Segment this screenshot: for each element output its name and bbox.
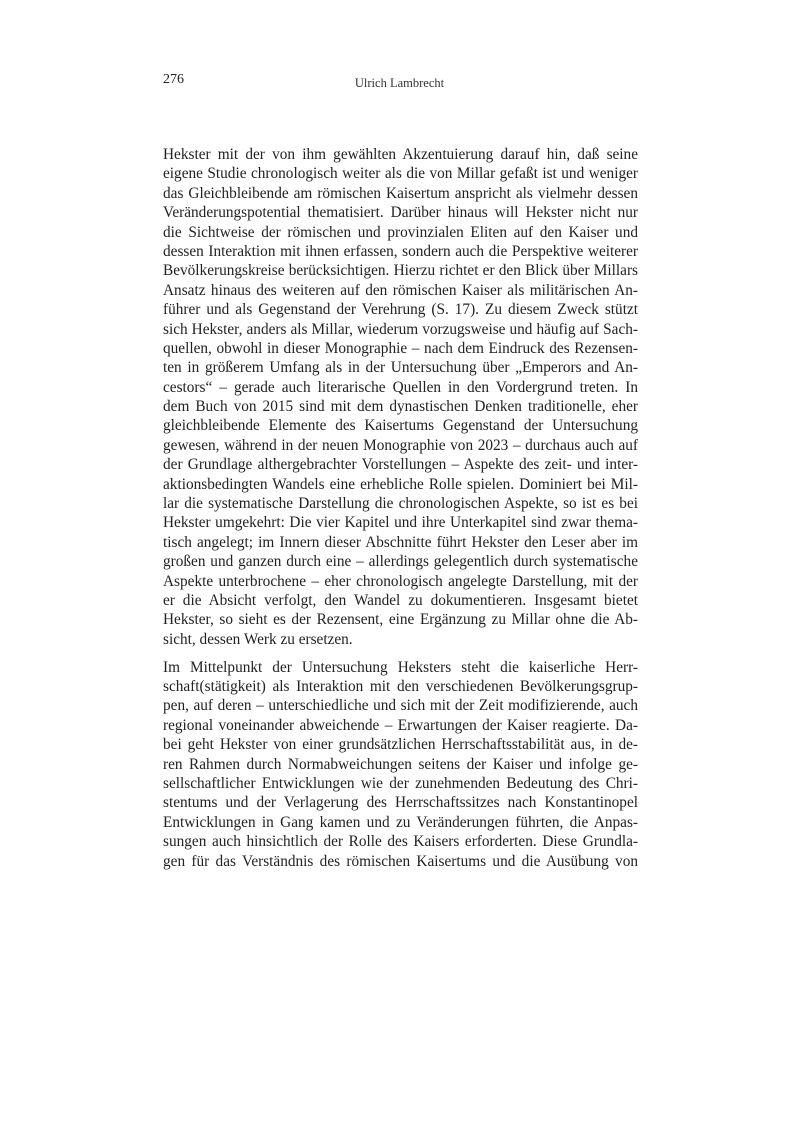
text-line: gen für das Verständnis des römischen Kaisertums und die Ausübung von xyxy=(163,852,638,870)
text-line: Hekster, so sieht es der Rezensent, eine Ergänzung zu Millar ohne die Ab- xyxy=(163,611,638,629)
text-line: aktionsbedingten Wandels eine erhebliche Rolle spielen. Dominiert bei Mil- xyxy=(163,475,638,493)
text-line: dem Buch von 2015 sind mit dem dynastischen Denken traditionelle, eher xyxy=(163,398,638,416)
text-line: Im Mittelpunkt der Untersuchung Heksters steht die kaiserliche Herr- xyxy=(163,658,638,676)
text-line: bei geht Hekster von einer grundsätzlichen Herrschaftsstabilität aus, in de- xyxy=(163,736,638,754)
text-line: lar die systematische Darstellung die chronologischen Aspekte, so ist es bei xyxy=(163,495,638,513)
text-line: er die Absicht verfolgt, den Wandel zu dokumentieren. Insgesamt bietet xyxy=(163,591,638,609)
text-line: tisch angelegt; im Innern dieser Abschnitte führt Hekster den Leser aber im xyxy=(163,533,638,551)
text-line: dessen Interaktion mit ihnen erfassen, sondern auch die Perspektive weiterer xyxy=(163,242,638,260)
text-line: Hekster mit der von ihm gewählten Akzentuierung darauf hin, daß seine xyxy=(163,146,638,163)
paragraph xyxy=(163,145,638,649)
text-line: sich Hekster, anders als Millar, wiederum vorzugsweise und häufig auf Sach- xyxy=(163,320,638,338)
text-line: Ansatz hinaus des weiteren auf den römischen Kaiser als militärischen An- xyxy=(163,281,638,299)
text-line: Hekster umgekehrt: Die vier Kapitel und ihre Unterkapitel sind zwar thema- xyxy=(163,514,638,532)
text-line: Entwicklungen in Gang kamen und zu Veränderungen führten, die Anpas- xyxy=(163,813,638,831)
text-line: quellen, obwohl in dieser Monographie – nach dem Eindruck des Rezensen- xyxy=(163,339,638,357)
text-line: sicht, dessen Werk zu ersetzen. xyxy=(163,630,353,648)
text-line: cestors“ – gerade auch literarische Quellen in den Vordergrund treten. In xyxy=(163,378,638,396)
text-line: ten in größerem Umfang als in der Untersuchung über „Emperors and An- xyxy=(163,359,638,377)
body-text xyxy=(163,145,638,871)
text-line: sungen auch hinsichtlich der Rolle des Kaisers erforderten. Diese Grundla- xyxy=(163,833,638,851)
text-line: großen und ganzen durch eine – allerdings gelegentlich durch systematische xyxy=(163,553,638,571)
text-line: pen, auf deren – unterschiedliche und sich mit der Zeit modifizierende, auch xyxy=(163,697,638,715)
text-line: führer und als Gegenstand der Verehrung (S. 17). Zu diesem Zweck stützt xyxy=(163,301,638,319)
running-head: Ulrich Lambrecht xyxy=(354,76,445,90)
text-line: stentums und der Verlagerung des Herrschaftssitzes nach Konstantinopel xyxy=(163,794,638,812)
text-line: die Sichtweise der römischen und provinzialen Eliten auf den Kaiser und xyxy=(163,223,638,241)
text-line: gleichbleibende Elemente des Kaisertums Gegenstand der Untersuchung xyxy=(163,417,638,435)
text-line: sellschaftlicher Entwicklungen wie der zunehmenden Bedeutung des Chri- xyxy=(163,775,638,792)
text-line: eigene Studie chronologisch weiter als die von Millar gefaßt ist und weniger xyxy=(163,165,638,183)
text-line: das Gleichbleibende am römischen Kaisertum anspricht als vielmehr dessen xyxy=(163,184,638,202)
text-line: regional voneinander abweichende – Erwartungen der Kaiser reagierte. Da- xyxy=(163,716,638,734)
page-number: 276 xyxy=(163,72,184,87)
text-line: ren Rahmen durch Normabweichungen seitens der Kaiser und infolge ge- xyxy=(163,755,638,773)
text-line: Aspekte unterbrochene – eher chronologisch angelegte Darstellung, mit der xyxy=(163,572,638,590)
text-line: Bevölkerungskreise berücksichtigen. Hierzu richtet er den Blick über Millars xyxy=(163,262,638,280)
paragraph xyxy=(163,658,638,871)
text-line: gewesen, während in der neuen Monographie von 2023 – durchaus auch auf xyxy=(163,436,638,454)
text-line: der Grundlage althergebrachter Vorstellungen – Aspekte des zeit- und inter- xyxy=(163,456,638,474)
text-line: Veränderungspotential thematisiert. Darüber hinaus will Hekster nicht nur xyxy=(163,204,638,222)
text-line: schaft(stätigkeit) als Interaktion mit den verschiedenen Bevölkerungsgrup- xyxy=(163,678,638,696)
